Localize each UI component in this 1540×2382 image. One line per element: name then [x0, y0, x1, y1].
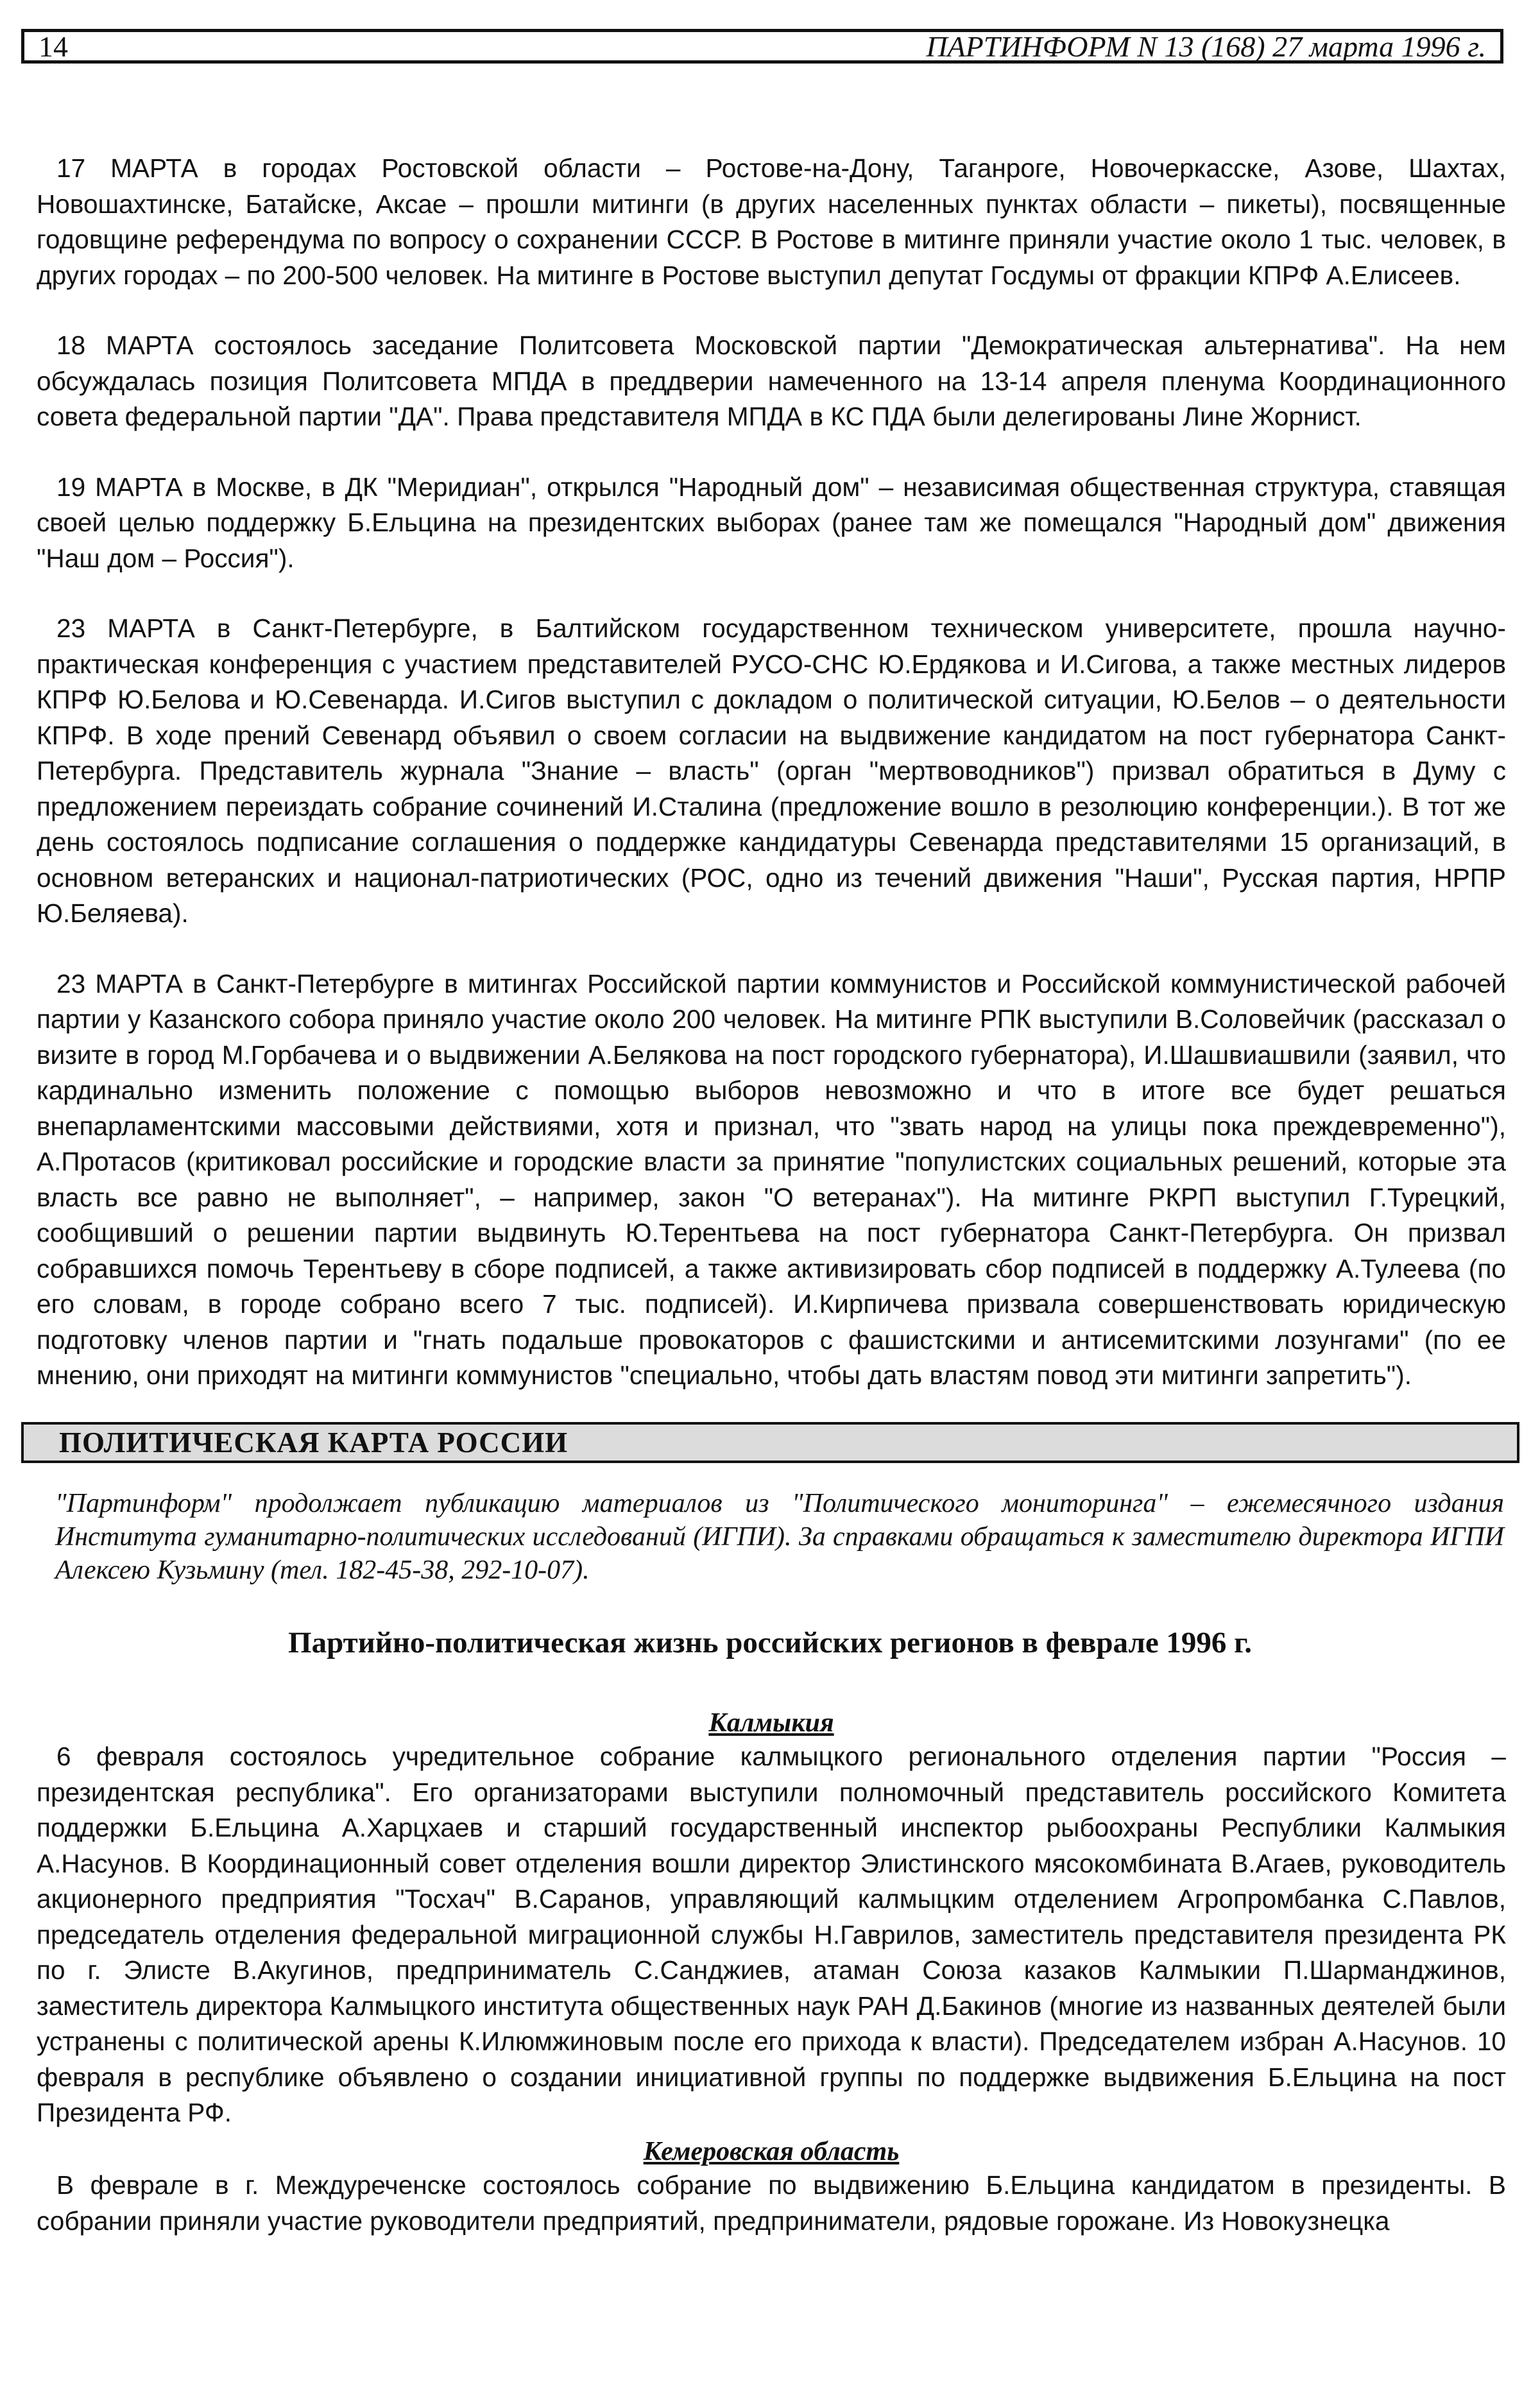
news-paragraph: 18 МАРТА состоялось заседание Политсовета Московской партии "Демократическая альтернатива". На нем обсуждалась позиция Политсовета МПДА в преддверии намеченного на 13-14 апреля пленума Координационного совета федеральной партии "ДА". Права представителя МПДА в КС ПДА были делегированы Лине Жорнист.	[37, 330, 1506, 431]
news-paragraph: 19 МАРТА в Москве, в ДК "Меридиан", открылся "Народный дом" – независимая общественная структура, ставящая своей целью поддержку Б.Ельцина на президентских выборах (ранее там же помещался "Народный дом" движения "Наш дом – Россия").	[37, 472, 1506, 573]
region-title: Кемеровская область	[643, 2137, 900, 2166]
region-section-kemerovo	[37, 2136, 1506, 2239]
section-heading	[21, 1422, 1519, 1463]
page-number: 14	[38, 30, 68, 63]
section-intro: "Партинформ" продолжает публикацию материалов из "Политического мониторинга" – ежемесячного издания Института гуманитарно-политических исследований (ИГПИ). За справками обращаться к заместителю директора ИГПИ Алексею Кузьмину (тел. 182-45-38, 292-10-07).	[55, 1489, 1504, 1585]
region-title: Калмыкия	[708, 1708, 834, 1738]
region-text: 6 февраля состоялось учредительное собрание калмыцкого регионального отделения партии "Россия – президентская республика". Его организаторами выступили полномочный представитель российского Комитета поддержки Б.Ельцина А.Харцхаев и старший государственный инспектор рыбоохраны Республики Калмыкия А.Насунов. В Координационный совет отделения вошли директор Элистинского мясокомбината В.Агаев, руководитель акционерного предприятия "Тосхач" В.Саранов, управляющий калмыцким отделением Агропромбанка С.Павлов, председатель отделения федеральной миграционной службы Н.Гаврилов, заместитель представителя президента РК по г. Элисте В.Акугинов, предприниматель С.Санджиев, атаман Союза казаков Калмыкии П.Шарманджинов, заместитель директора Калмыцкого института общественных наук РАН Д.Бакинов (многие из названных деятелей были устранены с политической арены К.Илюмжиновым после его прихода к власти). Председателем избран А.Насунов. 10 февраля в республике объявлено о создании инициативной группы по поддержке выдвижения Б.Ельцина на пост Президента РФ.	[37, 1742, 1506, 2127]
news-paragraph: 23 МАРТА в Санкт-Петербурге, в Балтийском государственном техническом университете, прошла научно-практическая конференция с участием представителей РУСО-СНС Ю.Ердякова и И.Сигова, а также местных лидеров КПРФ Ю.Белова и Ю.Севенарда. И.Сигов выступил с докладом о политической ситуации, Ю.Белов – о деятельности КПРФ. В ходе прений Севенард объявил о своем согласии на выдвижение кандидатом на пост губернатора Санкт-Петербурга. Представитель журнала "Знание – власть" (орган "мертвоводников") призвал обратиться в Думу с предложением переиздать собрание сочинений И.Сталина (предложение вошло в резолюцию конференции.). В тот же день состоялось подписание соглашения о поддержке кандидатуры Севенарда представителями 15 организаций, в основном ветеранских и национал-патриотических (РОС, одно из течений движения "Наши", Русская партия, НРПР Ю.Беляева).	[37, 613, 1506, 928]
article-title: Партийно-политическая жизнь российских регионов в феврале 1996 г.	[288, 1626, 1252, 1659]
publication-title: ПАРТИНФОРМ N 13 (168) 27 марта 1996 г.	[926, 30, 1486, 63]
news-paragraph: 23 МАРТА в Санкт-Петербурге в митингах Российской партии коммунистов и Российской коммунистической рабочей партии у Казанского собора приняло участие около 200 человек. На митинге РПК выступили В.Соловейчик (рассказал о визите в город М.Горбачева и о выдвижении А.Белякова на пост городского губернатора), И.Шашвиашвили (заявил, что кардинально изменить положение с помощью выборов невозможно и что в итоге все будет решаться внепарламентскими массовыми действиями, хотя и признал, что "звать народ на улицы пока преждевременно"), А.Протасов (критиковал российские и городские власти за принятие "популистских социальных решений, которые эта власть все равно не выполняет", – например, закон "О ветеранах"). На митинге РКРП выступил Г.Турецкий, сообщивший о решении партии выдвинуть Ю.Терентьева на пост губернатора Санкт-Петербурга. Он призвал собравшихся помочь Терентьеву в сборе подписей, а также активизировать сбор подписей в поддержку А.Тулеева (по его словам, в городе собрано всего 7 тыс. подписей). И.Кирпичева призвала совершенствовать юридическую подготовку членов партии и "гнать подальше провокаторов с фашистскими и антисемитскими лозунгами" (по ее мнению, они приходят на митинги коммунистов "специально, чтобы дать властям повод эти митинги запретить").	[37, 968, 1506, 1390]
news-chronicle	[37, 151, 1506, 1428]
page-header	[21, 29, 1503, 64]
section-title: ПОЛИТИЧЕСКАЯ КАРТА РОССИИ	[59, 1427, 569, 1459]
region-text: В феврале в г. Междуреченске состоялось собрание по выдвижению Б.Ельцина кандидатом в президенты. В собрании приняли участие руководители предприятий, предприниматели, рядовые горожане. Из Новокузнецка	[37, 2170, 1506, 2236]
region-section-kalmykia	[37, 1707, 1506, 2131]
news-paragraph: 17 МАРТА в городах Ростовской области – Ростове-на-Дону, Таганроге, Новочеркасске, Азове, Шахтах, Новошахтинске, Батайске, Аксае – прошли митинги (в других населенных пунктах области – пикеты), посвященные годовщине референдума по вопросу о сохранении СССР. В Ростове в митинге приняли участие около 1 тыс. человек, в других городах – по 200-500 человек. На митинге в Ростове выступил депутат Госдумы от фракции КПРФ А.Елисеев.	[37, 153, 1506, 290]
